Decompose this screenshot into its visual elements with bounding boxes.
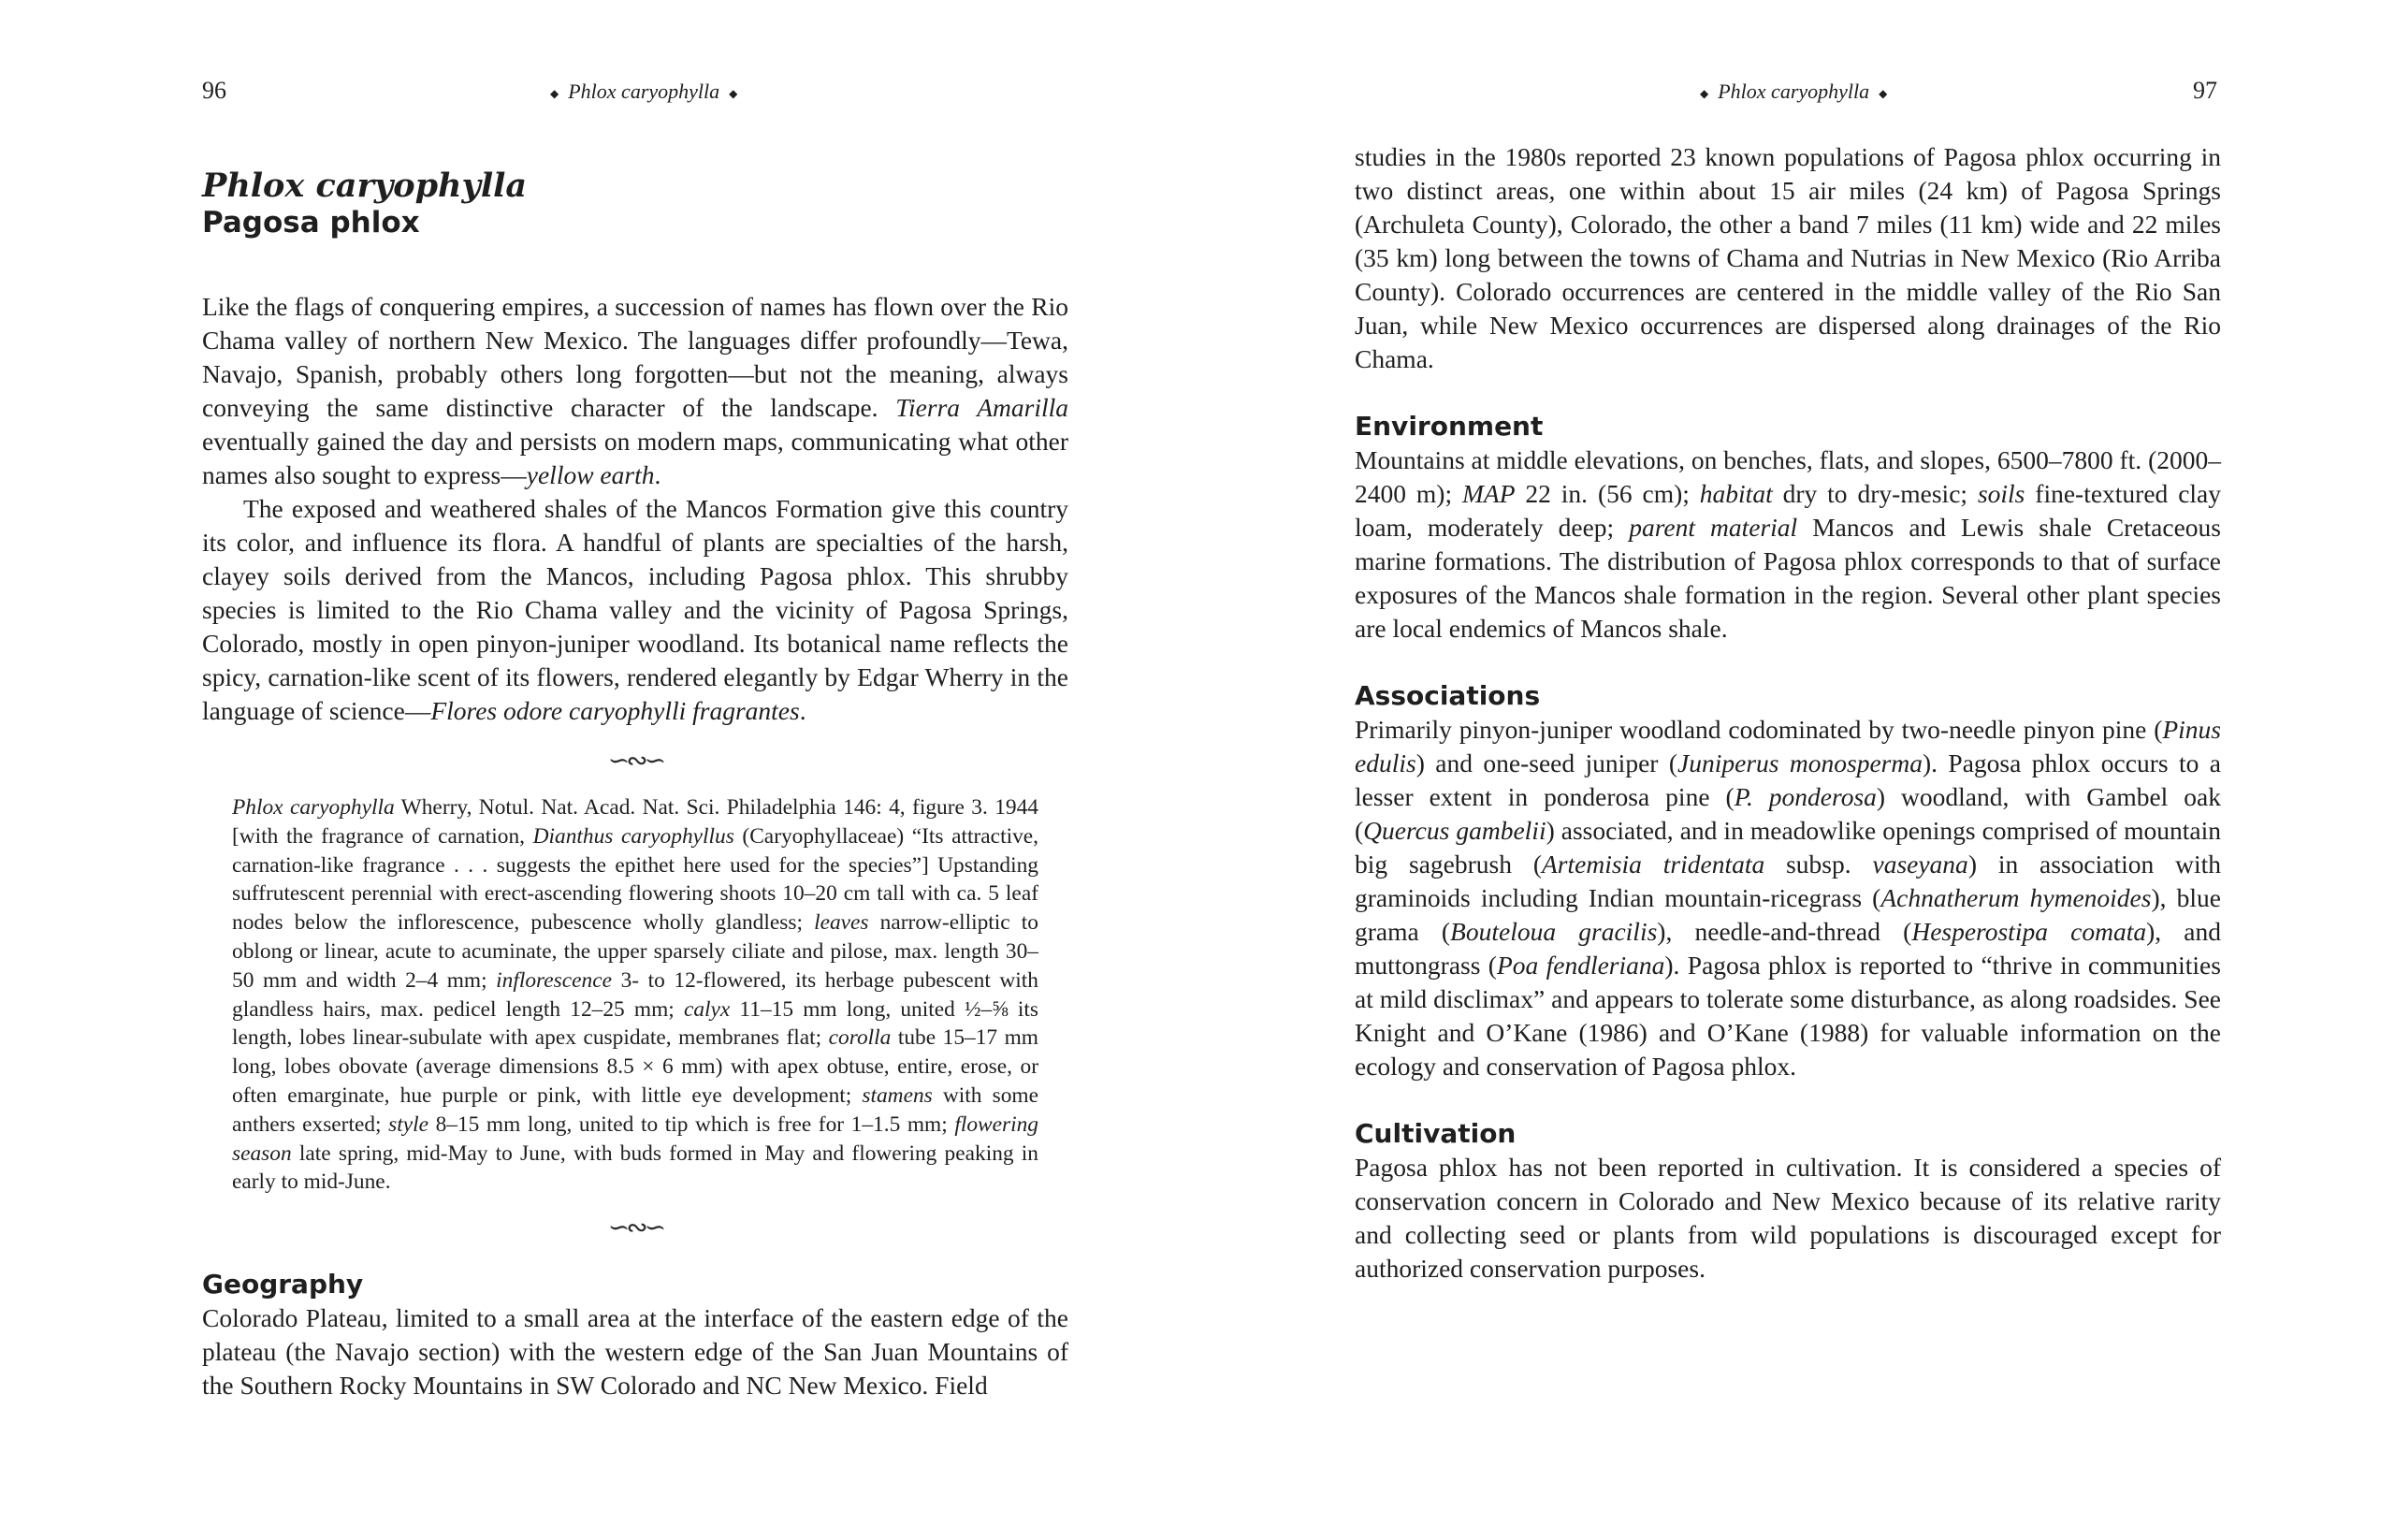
diamond-ornament: ◆ bbox=[729, 86, 738, 100]
italic-text: flowering season bbox=[232, 1111, 1038, 1166]
diamond-ornament: ◆ bbox=[1700, 86, 1709, 100]
right-text-column bbox=[1355, 140, 2221, 1286]
italic-text: inflorescence bbox=[496, 967, 613, 993]
italic-text: leaves bbox=[814, 910, 869, 936]
italic-text: habitat bbox=[1699, 479, 1773, 508]
species-title: Phlox caryophylla bbox=[202, 167, 528, 205]
running-head-text: Phlox caryophylla bbox=[568, 80, 720, 103]
section-ornament: ∽∾∽ bbox=[607, 747, 663, 776]
italic-text: Phlox caryophylla bbox=[232, 795, 395, 820]
italic-text: Hesperostipa comata bbox=[1911, 917, 2147, 946]
diamond-ornament: ◆ bbox=[550, 86, 559, 100]
italic-text: Juniperus monosperma bbox=[1677, 748, 1923, 777]
italic-text: corolla bbox=[828, 1025, 892, 1051]
italic-text: Artemisia tridentata bbox=[1541, 850, 1765, 879]
running-head bbox=[1691, 79, 1896, 107]
common-name: Pagosa phlox bbox=[202, 206, 420, 240]
italic-text: Dianthus caryophyllus bbox=[532, 823, 734, 849]
geography-continuation: studies in the 1980s reported 23 known populations of Pagosa phlox occurring in two distinct areas, one within about 15 air miles (24 km) of Pagosa Springs (Archuleta County), Colorado, the other a band 7 miles (11 km) wide and 22 miles (35 km) long between the towns of Chama and Nutrias in New Mexico (Rio Arriba County). Colorado occurrences are centered in the middle valley of the Rio San Juan, while New Mexico occurrences are dispersed along drainages of the Rio Chama. bbox=[1355, 142, 2221, 373]
italic-text: parent material bbox=[1629, 513, 1798, 542]
running-head-text: Phlox caryophylla bbox=[1718, 80, 1870, 103]
diamond-ornament: ◆ bbox=[1879, 86, 1888, 100]
associations-heading: Associations bbox=[1355, 680, 1541, 711]
italic-text: Achnatherum hymenoides bbox=[1880, 883, 2152, 912]
italic-text: MAP bbox=[1461, 479, 1516, 508]
italic-text: stamens bbox=[862, 1082, 933, 1108]
intro-paragraph: Like the flags of conquering empires, a succession of names has flown over the Rio Chama valley of northern New Mexico. The languages differ profoundly—Tewa, Navajo, Spanish, probably others long forgotten—but not the meaning, always conveying the same distinctive character of the landscape. Tierra Amarilla eventually gained the day and persists on modern maps, communicating what other names also sought to express—yellow earth. bbox=[202, 292, 1068, 489]
environment-heading: Environment bbox=[1355, 411, 1544, 442]
section-ornament: ∽∾∽ bbox=[607, 1213, 663, 1243]
geography-heading: Geography bbox=[202, 1269, 364, 1300]
page-number: 96 bbox=[202, 77, 226, 104]
italic-text: Bouteloua gracilis bbox=[1450, 917, 1658, 946]
species-description: Phlox caryophylla Wherry, Notul. Nat. Acad. Nat. Sci. Philadelphia 146: 4, figure 3. 1944 [with the fragrance of carnation, Dianthus caryophyllus (Caryophyllaceae) “Its attractive, carnation-like fragrance . . . suggests the epithet here used for the species”] Upstanding suffrutescent perennial with erect-ascending flowering shoots 10–20 cm tall with ca. 5 leaf nodes below the inflorescence, pubescence wholly glandless; leaves narrow-elliptic to oblong or linear, acute to acuminate, the upper sparsely ciliate and pilose, max. length 30–50 mm and width 2–4 mm; inflorescence 3- to 12-flowered, its herbage pubescent with glandless hairs, max. pedicel length 12–25 mm; calyx 11–15 mm long, united ½–⅝ its length, lobes linear-subulate with apex cuspidate, membranes flat; corolla tube 15–17 mm long, lobes obovate (average dimensions 8.5 × 6 mm) with apex obtuse, entire, erose, or often emarginate, hue purple or pink, with little eye development; stamens with some anthers exserted; style 8–15 mm long, united to tip which is free for 1–1.5 mm; flowering season late spring, mid-May to June, with buds formed in May and flowering peaking in early to mid-June. bbox=[232, 795, 1039, 1195]
cultivation-text: Pagosa phlox has not been reported in cultivation. It is considered a species of conservation concern in Colorado and New Mexico because of its relative rarity and collecting seed or plants from wild populations is discouraged except for authorized conservation purposes. bbox=[1355, 1153, 2221, 1283]
italic-text: style bbox=[388, 1111, 428, 1137]
italic-text: soils bbox=[1977, 479, 2025, 508]
italic-text: vaseyana bbox=[1872, 850, 1968, 879]
page-number: 97 bbox=[2193, 77, 2217, 104]
cultivation-heading: Cultivation bbox=[1355, 1118, 1517, 1149]
italic-text: Quercus gambelii bbox=[1363, 816, 1546, 845]
italic-text: P. ponderosa bbox=[1734, 782, 1877, 811]
left-text-column bbox=[202, 167, 1068, 1402]
italic-text: Flores odore caryophylli fragrantes bbox=[430, 696, 800, 725]
italic-text: Tierra Amarilla bbox=[895, 393, 1068, 422]
running-head bbox=[541, 79, 747, 107]
italic-text: calyx bbox=[683, 996, 731, 1022]
intro-paragraph: The exposed and weathered shales of the Mancos Formation give this country its color, and influence its flora. A handful of plants are specialties of the harsh, clayey soils derived from the Mancos, including Pagosa phlox. This shrubby species is limited to the Rio Chama valley and the vicinity of Pagosa Springs, Colorado, mostly in open pinyon-juniper woodland. Its botanical name reflects the spicy, carnation-like scent of its flowers, rendered elegantly by Edgar Wherry in the language of science—Flores odore caryophylli fragrantes. bbox=[202, 494, 1068, 725]
environment-text: Mountains at middle elevations, on benches, flats, and slopes, 6500–7800 ft. (2000–2400 m); MAP 22 in. (56 cm); habitat dry to dry-mesic; soils fine-textured clay loam, moderately deep; parent material Mancos and Lewis shale Cretaceous marine formations. The distribution of Pagosa phlox corresponds to that of surface exposures of the Mancos shale formation in the region. Several other plant species are local endemics of Mancos shale. bbox=[1355, 445, 2221, 643]
associations-text: Primarily pinyon-juniper woodland codominated by two-needle pinyon pine (Pinus edulis) and one-seed juniper (Juniperus monosperma). Pagosa phlox occurs to a lesser extent in ponderosa pine (P. ponderosa) woodland, with Gambel oak (Quercus gambelii) associated, and in meadowlike openings comprised of mountain big sagebrush (Artemisia tridentata subsp. vaseyana) in association with graminoids including Indian mountain-ricegrass (Achnatherum hymenoides), blue grama (Bouteloua gracilis), needle-and-thread (Hesperostipa comata), and muttongrass (Poa fendleriana). Pagosa phlox is reported to “thrive in communities at mild disclimax” and appears to tolerate some disturbance, as along roadsides. See Knight and O’Kane (1986) and O’Kane (1988) for valuable information on the ecology and conservation of Pagosa phlox. bbox=[1355, 715, 2222, 1081]
italic-text: Pinus edulis bbox=[1355, 715, 2221, 777]
italic-text: Poa fendleriana bbox=[1496, 951, 1665, 980]
geography-text: Colorado Plateau, limited to a small area at the interface of the eastern edge of the plateau (the Navajo section) with the western edge of the San Juan Mountains of the Southern Rocky Mountains in SW Colorado and NC New Mexico. Field bbox=[202, 1303, 1068, 1401]
italic-text: yellow earth bbox=[526, 460, 655, 489]
right-page bbox=[1198, 0, 2395, 1540]
